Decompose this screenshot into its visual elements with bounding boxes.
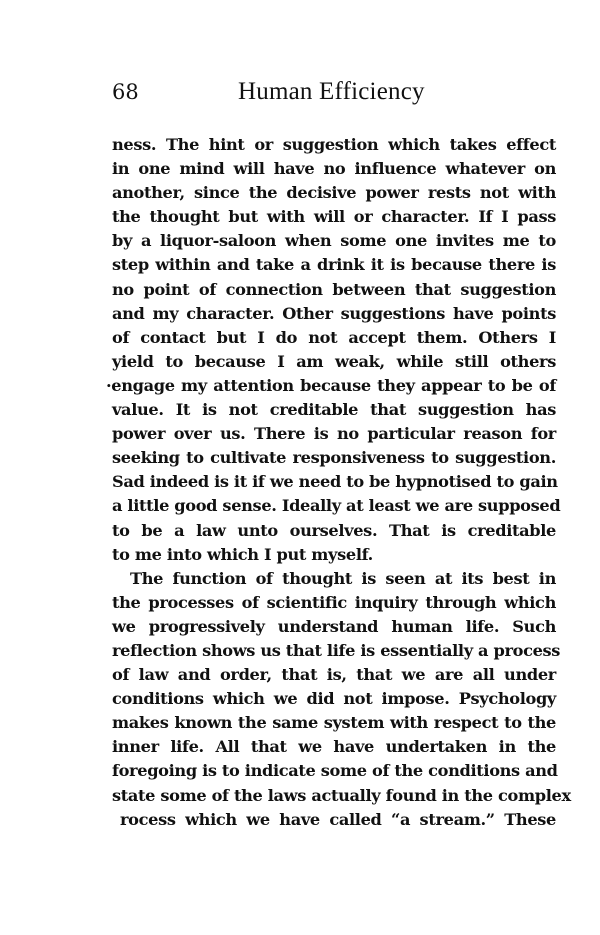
page-header — [112, 80, 556, 114]
text-line: The function of thought is seen at its best in — [130, 568, 556, 588]
text-line: by a liquor-saloon when some one invites me to — [112, 231, 556, 251]
text-line: the processes of scientific inquiry through which — [112, 592, 556, 612]
text-line: foregoing is to indicate some of the conditions and — [112, 761, 558, 781]
text-line: reflection shows us that life is essentially a process — [112, 640, 561, 660]
text-line: ·engage my attention because they appear to be of — [106, 375, 556, 395]
running-title: Human Efficiency — [238, 78, 425, 105]
text-line: power over us. There is no particular reason for — [112, 424, 556, 444]
text-line: conditions which we did not impose. Psychology — [112, 689, 556, 709]
text-line: makes known the same system with respect to the — [112, 713, 556, 733]
text-line: we progressively understand human life. Such — [112, 616, 556, 636]
text-line: and my character. Other suggestions have points — [112, 303, 556, 323]
text-line: seeking to cultivate responsiveness to suggestion. — [112, 448, 556, 468]
text-line: yield to because I am weak, while still others — [112, 351, 556, 371]
text-line: Sad indeed is it if we need to be hypnotised to gain — [112, 472, 558, 492]
text-line: a little good sense. Ideally at least we are supposed — [112, 496, 561, 516]
text-line: in one mind will have no influence whatever on — [112, 159, 556, 179]
text-line: of contact but I do not accept them. Others I — [112, 327, 556, 347]
text-line: inner life. All that we have undertaken in the — [112, 737, 556, 757]
text-line: step within and take a drink it is because there is — [112, 255, 556, 275]
text-line: no point of connection between that suggestion — [112, 279, 556, 299]
body-text — [106, 133, 571, 832]
text-line: of law and order, that is, that we are all under — [112, 665, 556, 685]
text-line: the thought but with will or character. If I pass — [112, 207, 556, 227]
page-number: 68 — [112, 80, 139, 104]
text-line: state some of the laws actually found in the complex — [112, 785, 571, 805]
text-line: another, since the decisive power rests not with — [112, 183, 556, 203]
paragraph-1 — [106, 133, 561, 567]
text-line: value. It is not creditable that suggestion has — [112, 400, 556, 420]
paragraph-2 — [112, 567, 571, 832]
text-line: ness. The hint or suggestion which takes effect — [112, 135, 556, 154]
text-line: rocess which we have called “a stream.” These — [120, 809, 556, 829]
text-line: to be a law unto ourselves. That is creditable — [112, 520, 556, 540]
text-line: to me into which I put myself. — [112, 544, 373, 564]
